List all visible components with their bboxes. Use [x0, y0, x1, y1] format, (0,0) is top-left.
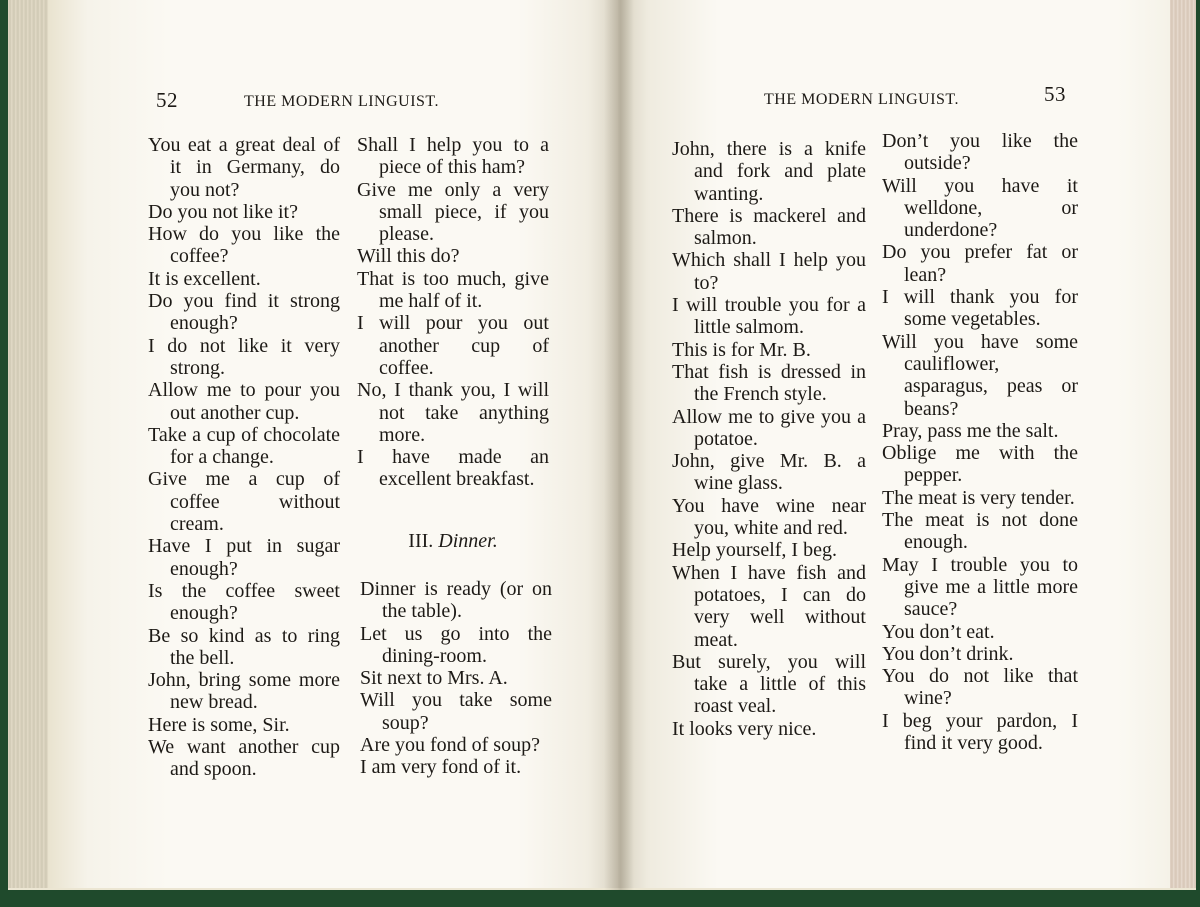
left-column-2-dinner: [360, 578, 552, 779]
section-heading: [357, 530, 549, 552]
phrase: You have wine near you, white and red.: [672, 494, 866, 540]
page-number-right: 53: [1044, 82, 1066, 106]
phrase: John, bring some more new bread.: [148, 669, 340, 714]
phrase: Shall I help you to a piece of this ham?: [357, 134, 549, 179]
phrase: I beg your pardon, I find it very good.: [882, 709, 1078, 755]
phrase: Sit next to Mrs. A.: [360, 667, 508, 690]
phrase: I will thank you for some vegetables.: [882, 286, 1078, 331]
phrase: Have I put in sugar enough?: [148, 535, 340, 580]
phrase: I will pour you out another cup of coffee.: [357, 312, 549, 379]
left-page-edges: [8, 0, 48, 888]
phrase: Allow me to pour you out another cup.: [148, 379, 340, 424]
phrase: Don’t you like the outside?: [882, 130, 1078, 175]
book-gutter: [604, 0, 634, 890]
phrase: Pray, pass me the salt.: [882, 419, 1059, 442]
phrase: Will you have some cauliflower, asparagus, peas or beans?: [882, 330, 1078, 420]
phrase: Give me a cup of coffee without cream.: [148, 468, 340, 536]
phrase: Will you have it welldone, or underdone?: [882, 174, 1078, 242]
phrase: Do you not like it?: [148, 200, 298, 223]
phrase: I do not like it very strong.: [148, 334, 340, 379]
phrase: Give me only a very small piece, if you please.: [357, 178, 549, 246]
phrase: You don’t drink.: [882, 642, 1014, 665]
phrase: This is for Mr. B.: [672, 338, 811, 361]
phrase: Do you prefer fat or lean?: [882, 241, 1078, 286]
phrase: Which shall I help you to?: [672, 249, 866, 294]
right-column-1: [672, 138, 866, 740]
phrase: Will you take some soup?: [360, 689, 552, 734]
running-head-left: THE MODERN LINGUIST.: [244, 93, 440, 110]
left-column-1: [148, 134, 340, 781]
open-book: [8, 0, 1196, 890]
right-column-2: [882, 130, 1078, 754]
phrase: Oblige me with the pepper.: [882, 442, 1078, 487]
phrase: The meat is very tender.: [882, 486, 1075, 509]
phrase: I have made an excellent breakfast.: [357, 446, 549, 491]
page-number-left: 52: [156, 88, 178, 112]
phrase: How do you like the coffee?: [148, 223, 340, 268]
phrase: I will trouble you for a little salmom.: [672, 294, 866, 339]
phrase: You don’t eat.: [882, 620, 995, 643]
phrase: It looks very nice.: [672, 717, 817, 740]
phrase: Are you fond of soup?: [360, 734, 540, 757]
phrase: It is excellent.: [148, 267, 261, 290]
right-page: [618, 0, 1170, 888]
phrase: Be so kind as to ring the bell.: [148, 624, 340, 669]
section-title: Dinner.: [438, 530, 498, 552]
phrase: That fish is dressed in the French style.: [672, 360, 866, 406]
phrase: I am very fond of it.: [360, 756, 522, 779]
phrase: Is the coffee sweet enough?: [148, 579, 340, 625]
phrase: But surely, you will take a little of this roast veal.: [672, 650, 866, 718]
phrase: That is too much, give me half of it.: [357, 267, 549, 313]
phrase: John, give Mr. B. a wine glass.: [672, 450, 866, 495]
phrase: May I trouble you to give me a little more sauce?: [882, 553, 1078, 621]
phrase: John, there is a knife and fork and plate wanting.: [672, 138, 866, 205]
phrase: No, I thank you, I will not take anything more.: [357, 379, 549, 446]
phrase: Here is some, Sir.: [148, 713, 290, 736]
section-number: III.: [408, 530, 434, 552]
phrase: Help yourself, I beg.: [672, 539, 837, 562]
running-head-right: THE MODERN LINGUIST.: [764, 91, 960, 108]
phrase: Let us go into the dining-room.: [360, 622, 552, 667]
phrase: Dinner is ready (or on the table).: [360, 578, 552, 623]
phrase: Take a cup of chocolate for a change.: [148, 423, 340, 469]
phrase: Do you find it strong enough?: [148, 290, 340, 335]
phrase: We want another cup and spoon.: [148, 736, 340, 781]
phrase: You do not like that wine?: [882, 665, 1078, 710]
phrase: Allow me to give you a potatoe.: [672, 405, 866, 450]
phrase: Will this do?: [357, 245, 460, 268]
left-column-2: [357, 134, 549, 491]
left-page: [48, 0, 618, 888]
phrase: You eat a great deal of it in Germany, do you not?: [148, 134, 340, 201]
phrase: When I have fish and potatoes, I can do very well without meat.: [672, 561, 866, 651]
phrase: The meat is not done enough.: [882, 509, 1078, 554]
phrase: There is mackerel and salmon.: [672, 204, 866, 250]
right-page-edges: [1170, 0, 1196, 888]
